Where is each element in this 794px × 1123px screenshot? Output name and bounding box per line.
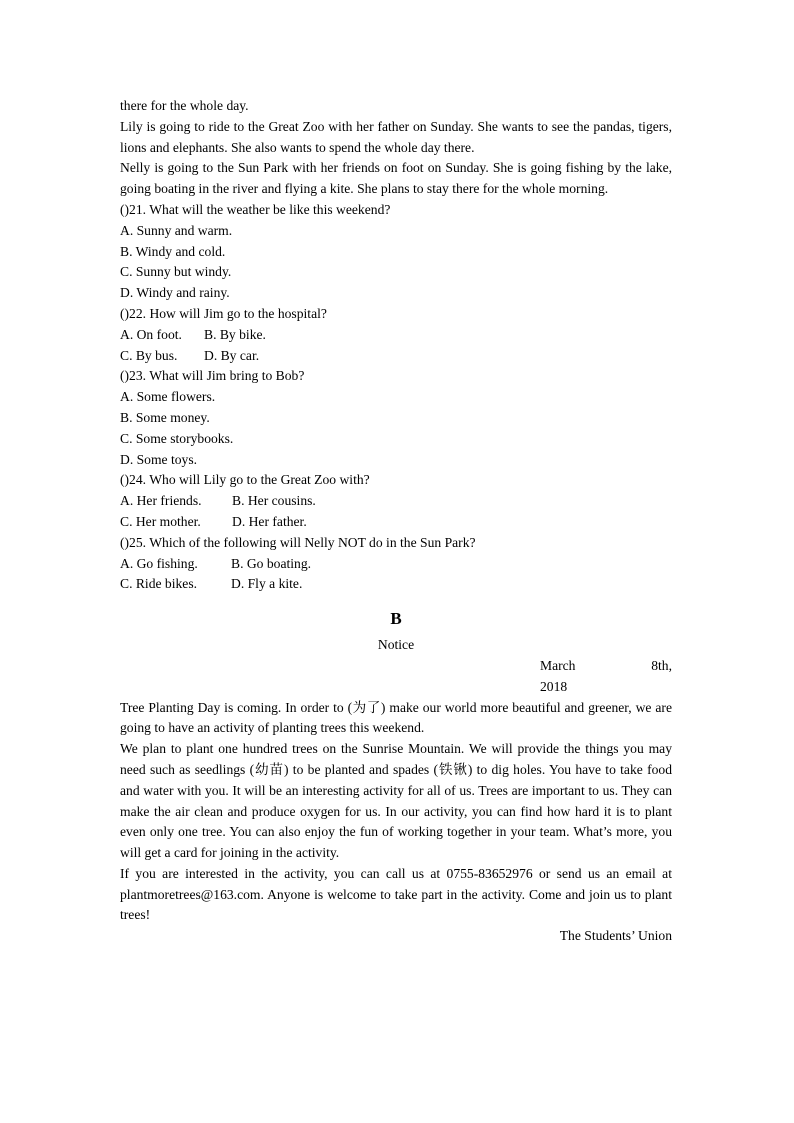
question-25-options-row-1 [120, 554, 672, 575]
question-24-option-c: C. Her mother. [120, 513, 201, 529]
notice-paragraph-1: Tree Planting Day is coming. In order to (为了) make our world more beautiful and greener, we are going to have an activity of planting trees this weekend. [120, 699, 672, 736]
question-22-option-b: B. By bike. [204, 326, 266, 342]
question-22-option-d: D. By car. [204, 347, 260, 363]
question-23-option-a: A. Some flowers. [120, 389, 216, 405]
question-22-stem: ()22. How will Jim go to the hospital? [120, 305, 327, 321]
question-21-stem: ()21. What will the weather be like this weekend? [120, 201, 391, 217]
question-22-option-a: A. On foot. [120, 326, 182, 342]
question-25-option-d: D. Fly a kite. [231, 576, 303, 592]
question-25-option-b: B. Go boating. [231, 555, 312, 571]
question-24 [120, 470, 672, 532]
notice-title: Notice [377, 637, 415, 653]
question-24-option-b: B. Her cousins. [232, 493, 316, 509]
question-23 [120, 366, 672, 470]
question-25-option-a: A. Go fishing. [120, 555, 198, 571]
question-25-options-row-2 [120, 574, 672, 595]
question-24-option-a: A. Her friends. [120, 493, 202, 509]
notice-paragraph-2: We plan to plant one hundred trees on the Sunrise Mountain. We will provide the things you may need such as seedlings (幼苗) to be planted and spades (铁锹) to dig holes. You have to take food and water with you. It will be an interesting activity for all of us. Trees are important to us. They can make the air clean and produce oxygen for us. In our activity, you can find how hard it is to plant even only one tree. You can also enjoy the fun of working together in your team. What’s more, you will get a card for joining in the activity. [120, 741, 672, 861]
document-page [120, 96, 672, 947]
passage-a-line-1: there for the whole day. [120, 98, 249, 113]
question-22 [120, 304, 672, 366]
passage-a-nelly-paragraph: Nelly is going to the Sun Park with her friends on foot on Sunday. She is going fishing by the lake, going boating in the river and flying a kite. She plans to stay there for the whole morning. [120, 160, 672, 197]
question-23-stem: ()23. What will Jim bring to Bob? [120, 368, 305, 384]
question-24-options-row-2 [120, 512, 672, 533]
question-21-option-a: A. Sunny and warm. [120, 222, 233, 238]
notice-signature: The Students’ Union [559, 928, 672, 944]
notice-date-day: 8th, [651, 657, 672, 673]
section-b-heading: B [390, 609, 402, 629]
question-21-option-c: C. Sunny but windy. [120, 264, 232, 280]
question-23-option-d: D. Some toys. [120, 451, 198, 467]
notice-date-month: March [540, 657, 576, 673]
notice-date [540, 656, 672, 698]
question-21 [120, 200, 672, 304]
question-23-option-c: C. Some storybooks. [120, 430, 234, 446]
question-22-options-row-1 [120, 325, 672, 346]
question-25-stem: ()25. Which of the following will Nelly NOT do in the Sun Park? [120, 534, 476, 550]
question-22-options-row-2 [120, 346, 672, 367]
question-24-stem: ()24. Who will Lily go to the Great Zoo with? [120, 472, 370, 488]
notice-paragraph-3: If you are interested in the activity, you can call us at 0755-83652976 or send us an email at plantmoretrees@163.com. Anyone is welcome to take part in the activity. Come and join us to plant trees! [120, 865, 672, 923]
question-21-option-b: B. Windy and cold. [120, 243, 226, 259]
question-25 [120, 533, 672, 595]
question-25-option-c: C. Ride bikes. [120, 576, 198, 592]
question-24-option-d: D. Her father. [232, 513, 307, 529]
notice-date-year: 2018 [540, 678, 568, 694]
question-21-option-d: D. Windy and rainy. [120, 285, 230, 301]
question-22-option-c: C. By bus. [120, 347, 178, 363]
question-24-options-row-1 [120, 491, 672, 512]
question-23-option-b: B. Some money. [120, 409, 210, 425]
passage-a-lily-paragraph: Lily is going to ride to the Great Zoo with her father on Sunday. She wants to see the pandas, tigers, lions and elephants. She also wants to spend the whole day there. [120, 118, 672, 155]
